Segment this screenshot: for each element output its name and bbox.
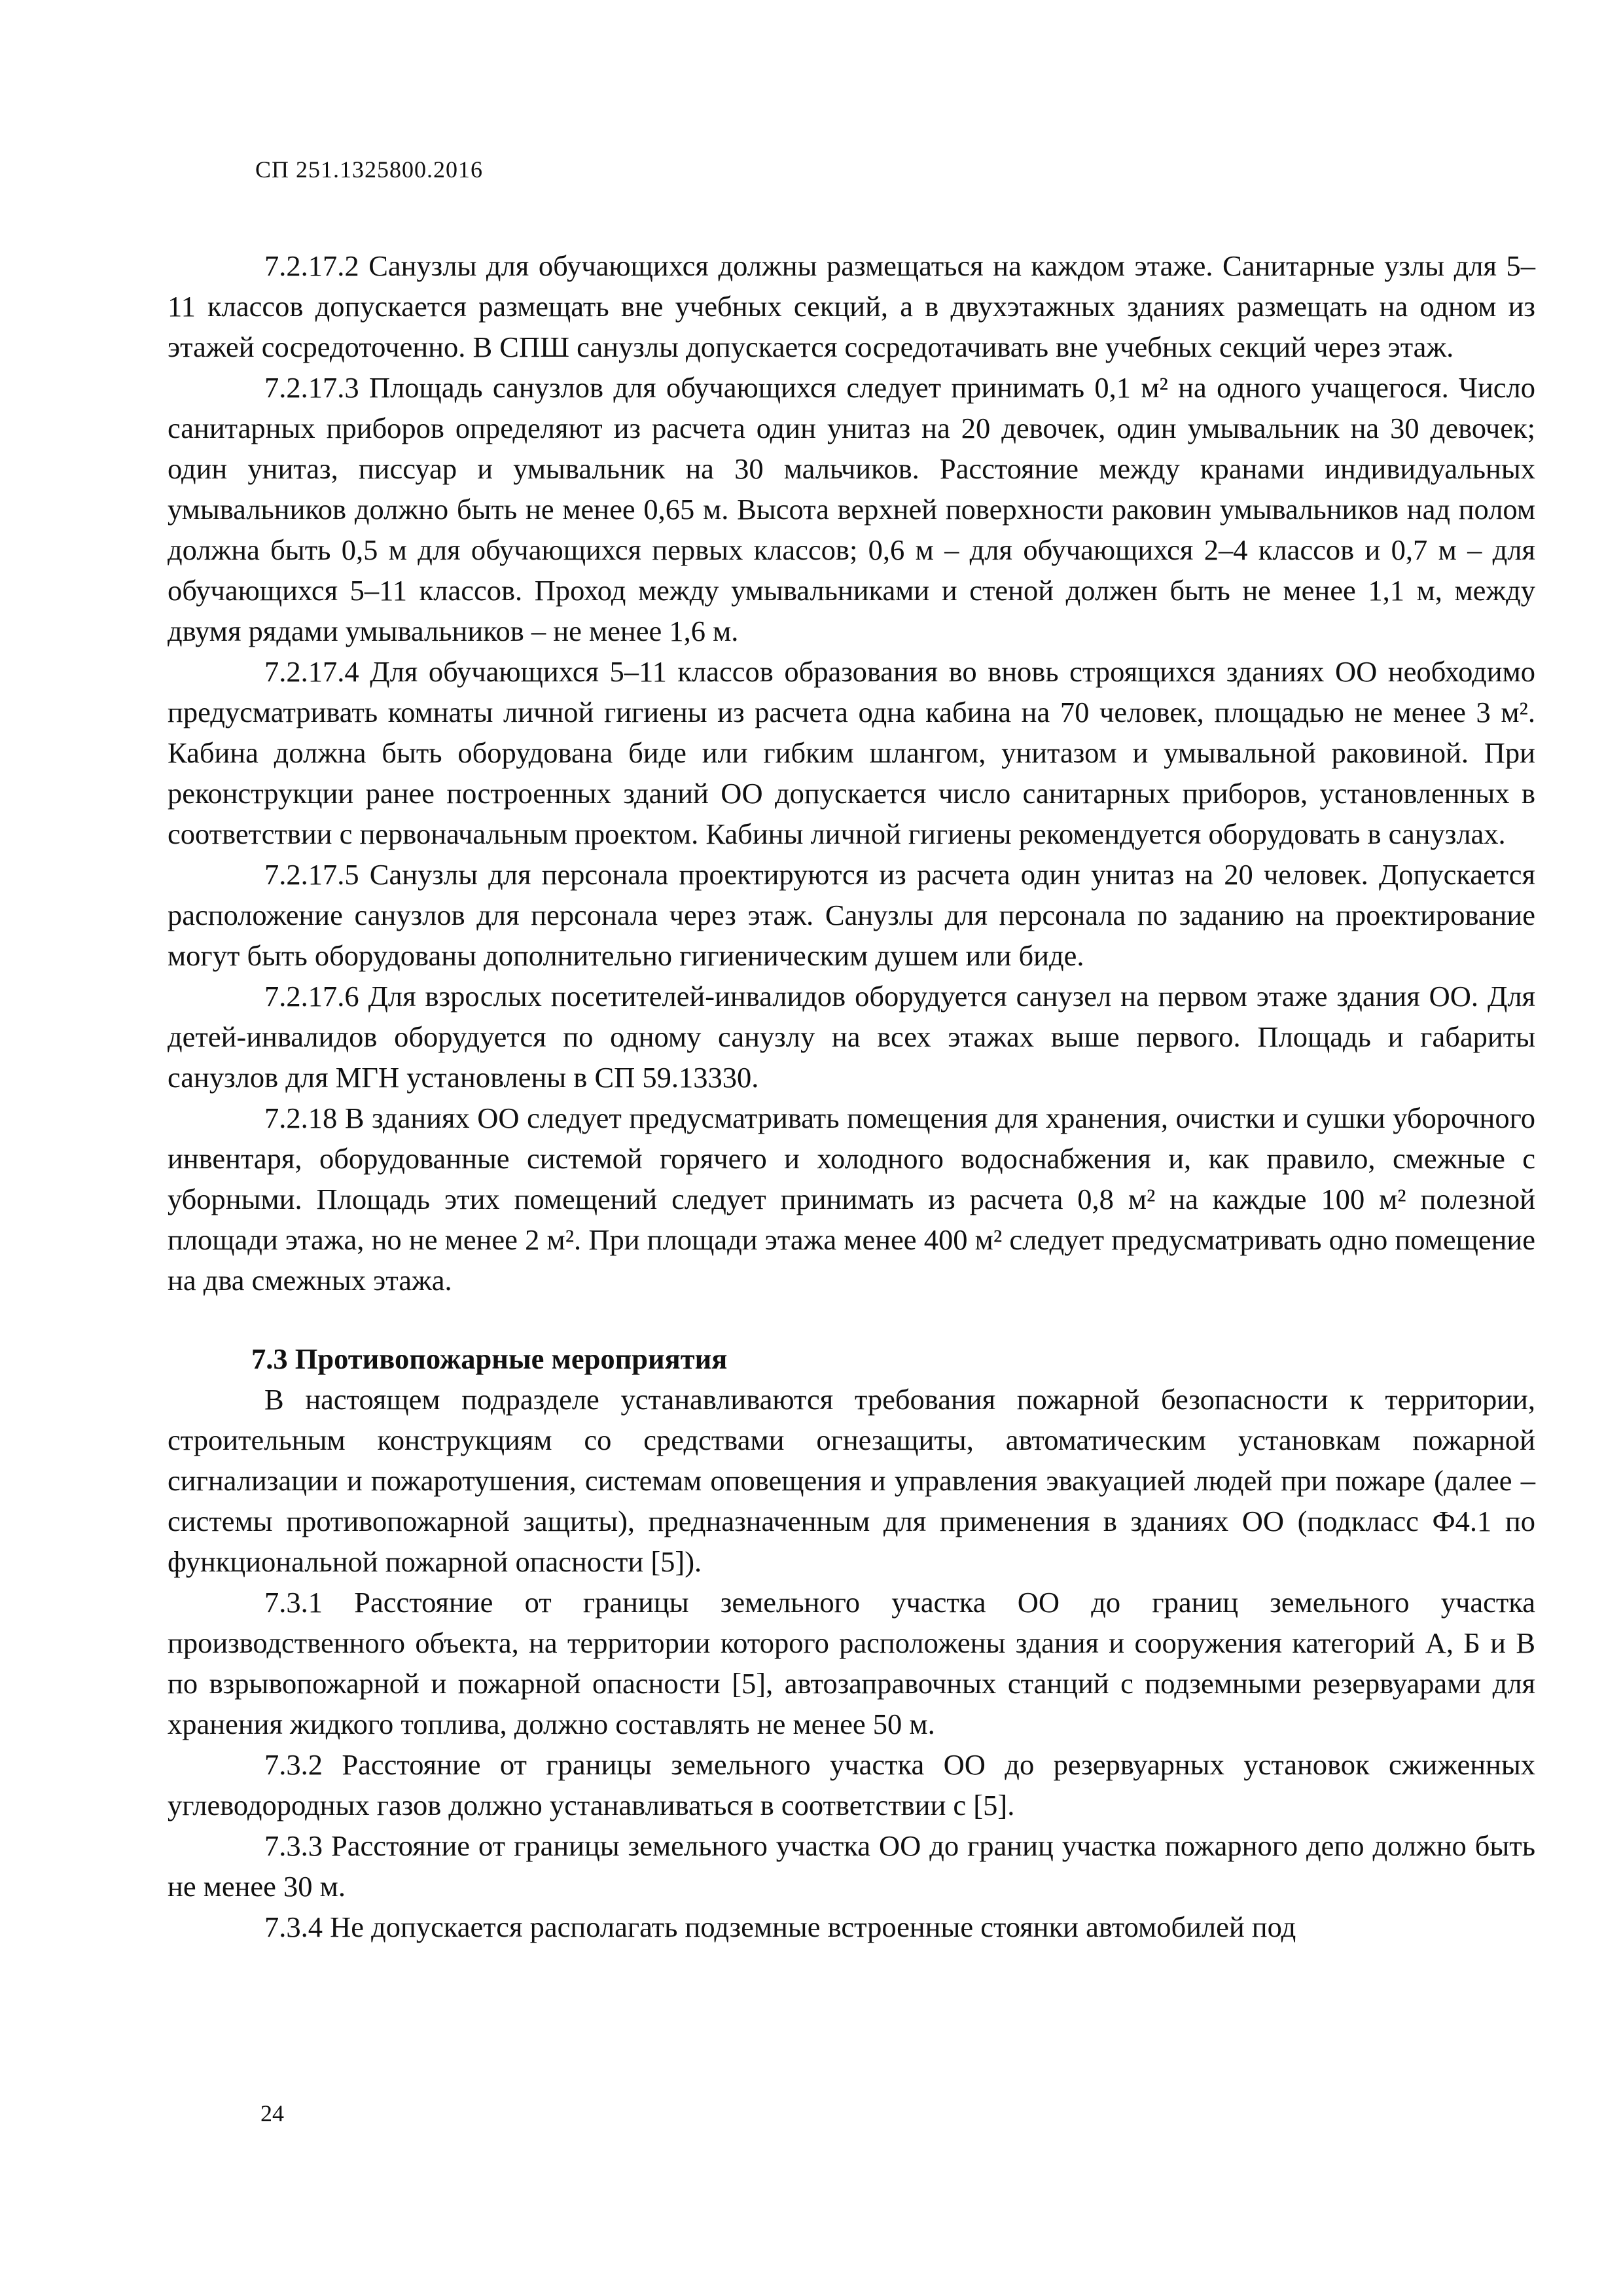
clause-7-2-17-6: 7.2.17.6 Для взрослых посетителей-инвалидов оборудуется санузел на первом этаже здания ОО. Для детей-инвалидов оборудуется по одному санузлу на всех этажах выше первого. Площадь и габариты санузлов для МГН установлены в СП 59.13330. <box>168 980 1535 1094</box>
clause-7-3-4: 7.3.4 Не допускается располагать подземные встроенные стоянки автомобилей под <box>264 1910 1296 1943</box>
clause-7-2-17-5: 7.2.17.5 Санузлы для персонала проектируются из расчета один унитаз на 20 человек. Допускается расположение санузлов для персонала через этаж. Санузлы для персонала по заданию на проектирование могут быть оборудованы дополнительно гигиеническим душем или биде. <box>168 858 1535 972</box>
clause-7-2-17-4: 7.2.17.4 Для обучающихся 5–11 классов образования во вновь строящихся зданиях ОО необходимо предусматривать комнаты личной гигиены из расчета одна кабина на 70 человек, площадью не менее 3 м². Кабина должна быть оборудована биде или гибким шлангом, унитазом и умывальной раковиной. При реконструкции ранее построенных зданий ОО допускается число санитарных приборов, установленных в соответствии с первоначальным проектом. Кабины личной гигиены рекомендуется оборудовать в санузлах. <box>168 655 1535 850</box>
clause-7-3-2: 7.3.2 Расстояние от границы земельного участка ОО до резервуарных установок сжиженных углеводородных газов должно устанавливаться в соответствии с [5]. <box>168 1748 1535 1821</box>
clause-7-2-17-3: 7.2.17.3 Площадь санузлов для обучающихся следует принимать 0,1 м² на одного учащегося. Число санитарных приборов определяют из расчета один унитаз на 20 девочек, один умывальник на 30 девочек; один унитаз, писсуар и умывальник на 30 мальчиков. Расстояние между кранами индивидуальных умывальников должно быть не менее 0,65 м. Высота верхней поверхности раковин умывальников над полом должна быть 0,5 м для обучающихся первых классов; 0,6 м – для обучающихся 2–4 классов и 0,7 м – для обучающихся 5–11 классов. Проход между умывальниками и стеной должен быть не менее 1,1 м, между двумя рядами умывальников – не менее 1,6 м. <box>168 371 1535 647</box>
clause-7-2-18: 7.2.18 В зданиях ОО следует предусматривать помещения для хранения, очистки и сушки уборочного инвентаря, оборудованные системой горячего и холодного водоснабжения и, как правило, смежные с уборными. Площадь этих помещений следует принимать из расчета 0,8 м² на каждые 100 м² полезной площади этажа, но не менее 2 м². При площади этажа менее 400 м² следует предусматривать одно помещение на два смежных этажа. <box>168 1102 1535 1297</box>
section-heading: 7.3 Противопожарные мероприятия <box>251 1342 728 1375</box>
page-number: 24 <box>260 2100 284 2126</box>
clause-7-3-1: 7.3.1 Расстояние от границы земельного участка ОО до границ земельного участка производственного объекта, на территории которого расположены здания и сооружения категорий А, Б и В по взрывопожарной и пожарной опасности [5], автозаправочных станций с подземными резервуарами для хранения жидкого топлива, должно составлять не менее 50 м. <box>168 1586 1535 1740</box>
section-intro: В настоящем подразделе устанавливаются требования пожарной безопасности к территории, строительным конструкциям со средствами огнезащиты, автоматическим установкам пожарной сигнализации и пожаротушения, системам оповещения и управления эвакуацией людей при пожаре (далее – системы противопожарной защиты), предназначенным для применения в зданиях ОО (подкласс Ф4.1 по функциональной пожарной опасности [5]). <box>168 1383 1535 1578</box>
clause-7-2-17-2: 7.2.17.2 Санузлы для обучающихся должны размещаться на каждом этаже. Санитарные узлы для 5–11 классов допускается размещать вне учебных секций, а в двухэтажных зданиях размещать на одном из этажей сосредоточенно. В СПШ санузлы допускается сосредотачивать вне учебных секций через этаж. <box>168 249 1535 363</box>
document-code-header: СП 251.1325800.2016 <box>255 156 484 183</box>
clause-7-3-3: 7.3.3 Расстояние от границы земельного участка ОО до границ участка пожарного депо должно быть не менее 30 м. <box>168 1829 1535 1903</box>
page-body <box>168 245 1535 1947</box>
